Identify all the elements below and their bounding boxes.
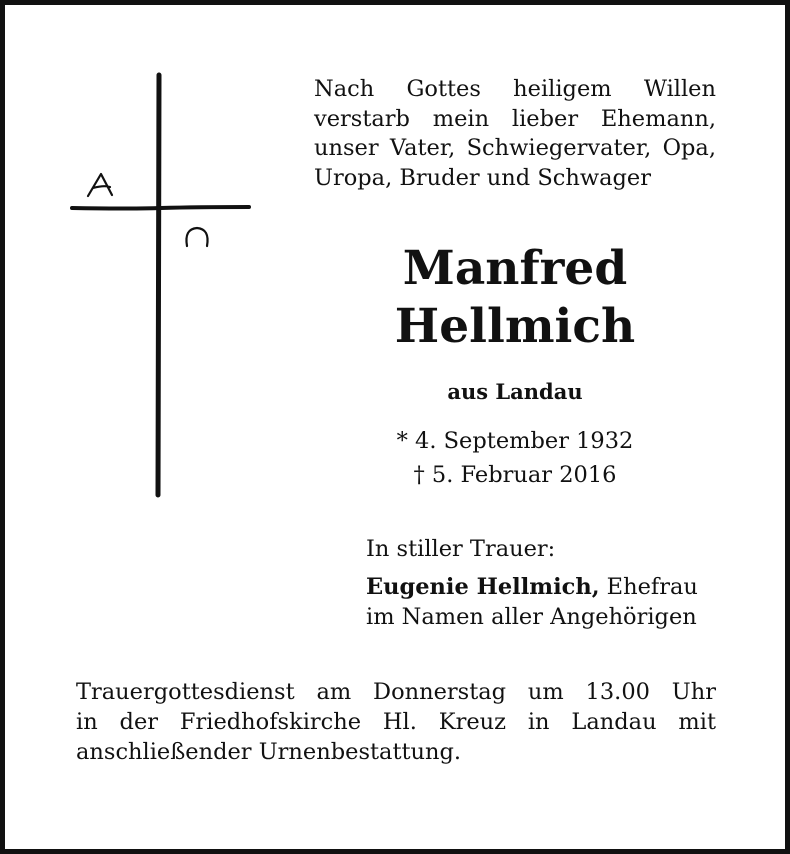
- service-info: [76, 677, 716, 767]
- mourning-block: [366, 534, 726, 632]
- deceased-name: [314, 240, 716, 356]
- on-behalf-line: im Namen aller Angehörigen: [366, 604, 697, 630]
- intro-line: verstarb mein lieber Ehemann,: [314, 105, 716, 132]
- life-dates: [314, 424, 716, 492]
- mourner-name: Eugenie Hellmich,: [366, 574, 600, 600]
- cross-horizontal-beam: [72, 207, 249, 209]
- cross-vertical-beam: [158, 75, 159, 495]
- service-line: in der Friedhofskirche Hl. Kreuz in Landau mit: [76, 709, 716, 735]
- origin: aus Landau: [447, 379, 583, 404]
- mourner-relation: Ehefrau: [599, 574, 698, 600]
- omega-icon: [186, 228, 207, 246]
- mourner-line: [366, 572, 726, 602]
- mourning-heading: In stiller Trauer:: [366, 536, 556, 562]
- birth-date: * 4. September 1932: [396, 428, 634, 454]
- service-line: anschließender Urnenbestattung.: [76, 739, 462, 765]
- last-name: Hellmich: [394, 299, 636, 354]
- cross-alpha-omega-icon: [66, 70, 256, 502]
- intro-line: Uropa, Bruder und Schwager: [314, 164, 651, 191]
- intro-line: Nach Gottes heiligem Willen: [314, 76, 716, 102]
- death-date: † 5. Februar 2016: [413, 462, 617, 488]
- intro-line: unser Vater, Schwiegervater, Opa,: [314, 135, 716, 161]
- service-line: Trauergottesdienst am Donnerstag um 13.00 Uhr: [76, 679, 716, 705]
- intro-text: [314, 75, 716, 193]
- alpha-icon: [88, 174, 112, 196]
- first-name: Manfred: [402, 241, 628, 296]
